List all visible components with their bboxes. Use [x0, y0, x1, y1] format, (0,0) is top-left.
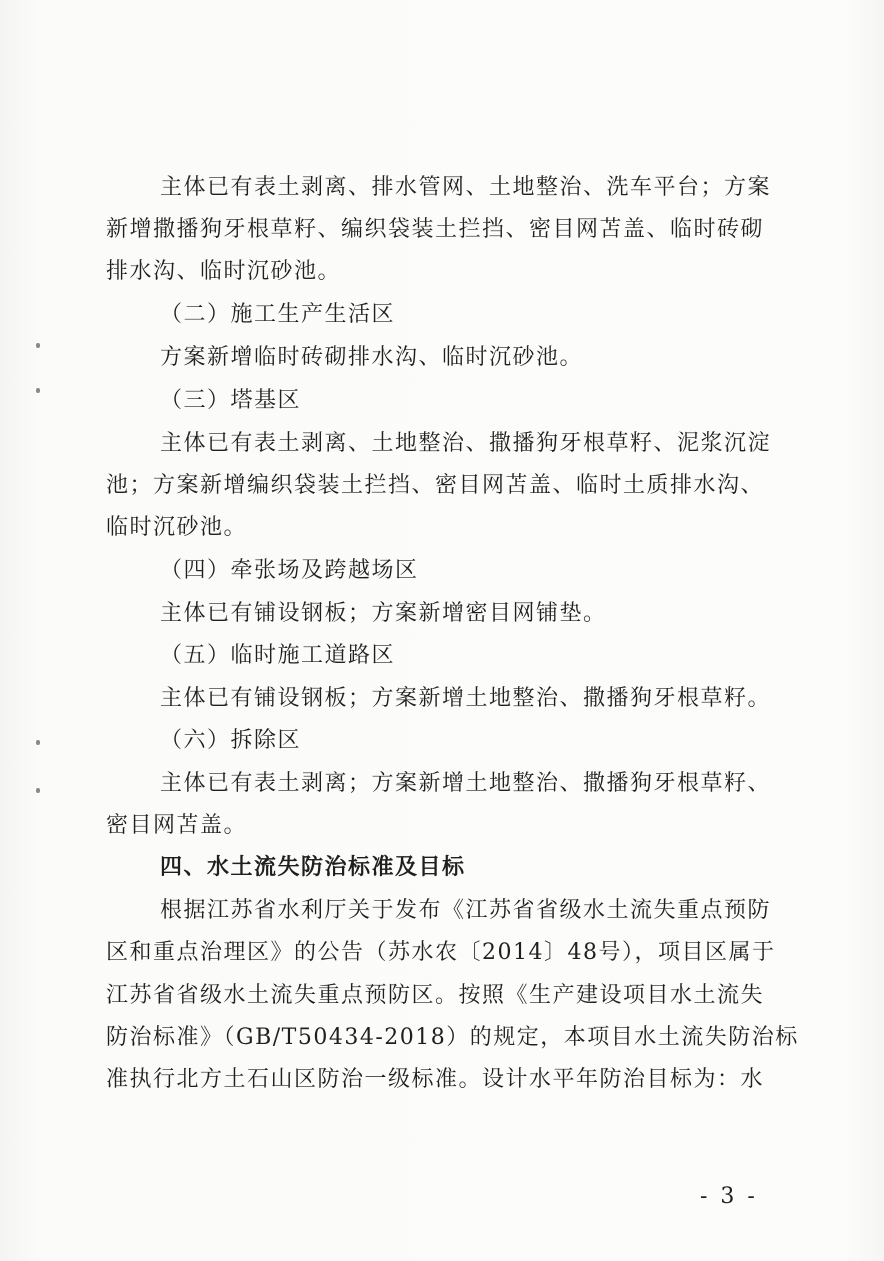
body-line: 主体已有铺设钢板；方案新增密目网铺垫。 [160, 601, 607, 626]
body-line: 主体已有铺设钢板；方案新增土地整治、撒播狗牙根草籽。 [160, 686, 772, 711]
body-line: 根据江苏省水利厅关于发布《江苏省省级水土流失重点预防 [160, 898, 772, 923]
body-line: 区和重点治理区》的公告（苏水农〔2014〕48号），项目区属于 [106, 940, 776, 965]
scan-speck [36, 788, 40, 793]
body-line: 密目网苫盖。 [106, 813, 248, 838]
body-line: 主体已有表土剥离、土地整治、撒播狗牙根草籽、泥浆沉淀 [160, 431, 772, 456]
section-subheading: （五）临时施工道路区 [160, 643, 396, 668]
body-line: 准执行北方土石山区防治一级标准。设计水平年防治目标为：水 [106, 1067, 765, 1092]
body-line: 主体已有表土剥离、排水管网、土地整治、洗车平台；方案 [160, 175, 772, 200]
scan-speck [36, 740, 40, 745]
body-line: 池；方案新增编织袋装土拦挡、密目网苫盖、临时土质排水沟、 [106, 473, 765, 498]
body-line: 方案新增临时砖砌排水沟、临时沉砂池。 [160, 345, 584, 370]
body-line: 新增撒播狗牙根草籽、编织袋装土拦挡、密目网苫盖、临时砖砌 [106, 217, 765, 242]
section-heading: 四、水土流失防治标准及目标 [160, 855, 466, 880]
scan-speck [36, 343, 40, 348]
section-subheading: （六）拆除区 [160, 728, 302, 753]
body-line: 主体已有表土剥离；方案新增土地整治、撒播狗牙根草籽、 [160, 771, 772, 796]
body-line: 排水沟、临时沉砂池。 [106, 259, 342, 284]
body-line: 临时沉砂池。 [106, 515, 248, 540]
section-subheading: （二）施工生产生活区 [160, 302, 396, 327]
section-subheading: （三）塔基区 [160, 388, 302, 413]
body-line: 防治标准》（GB/T50434-2018）的规定，本项目水土流失防治标 [106, 1025, 799, 1050]
page-number: - 3 - [700, 1184, 758, 1209]
body-line: 江苏省省级水土流失重点预防区。按照《生产建设项目水土流失 [106, 983, 765, 1008]
scan-speck [36, 388, 40, 393]
section-subheading: （四）牵张场及跨越场区 [160, 558, 419, 583]
